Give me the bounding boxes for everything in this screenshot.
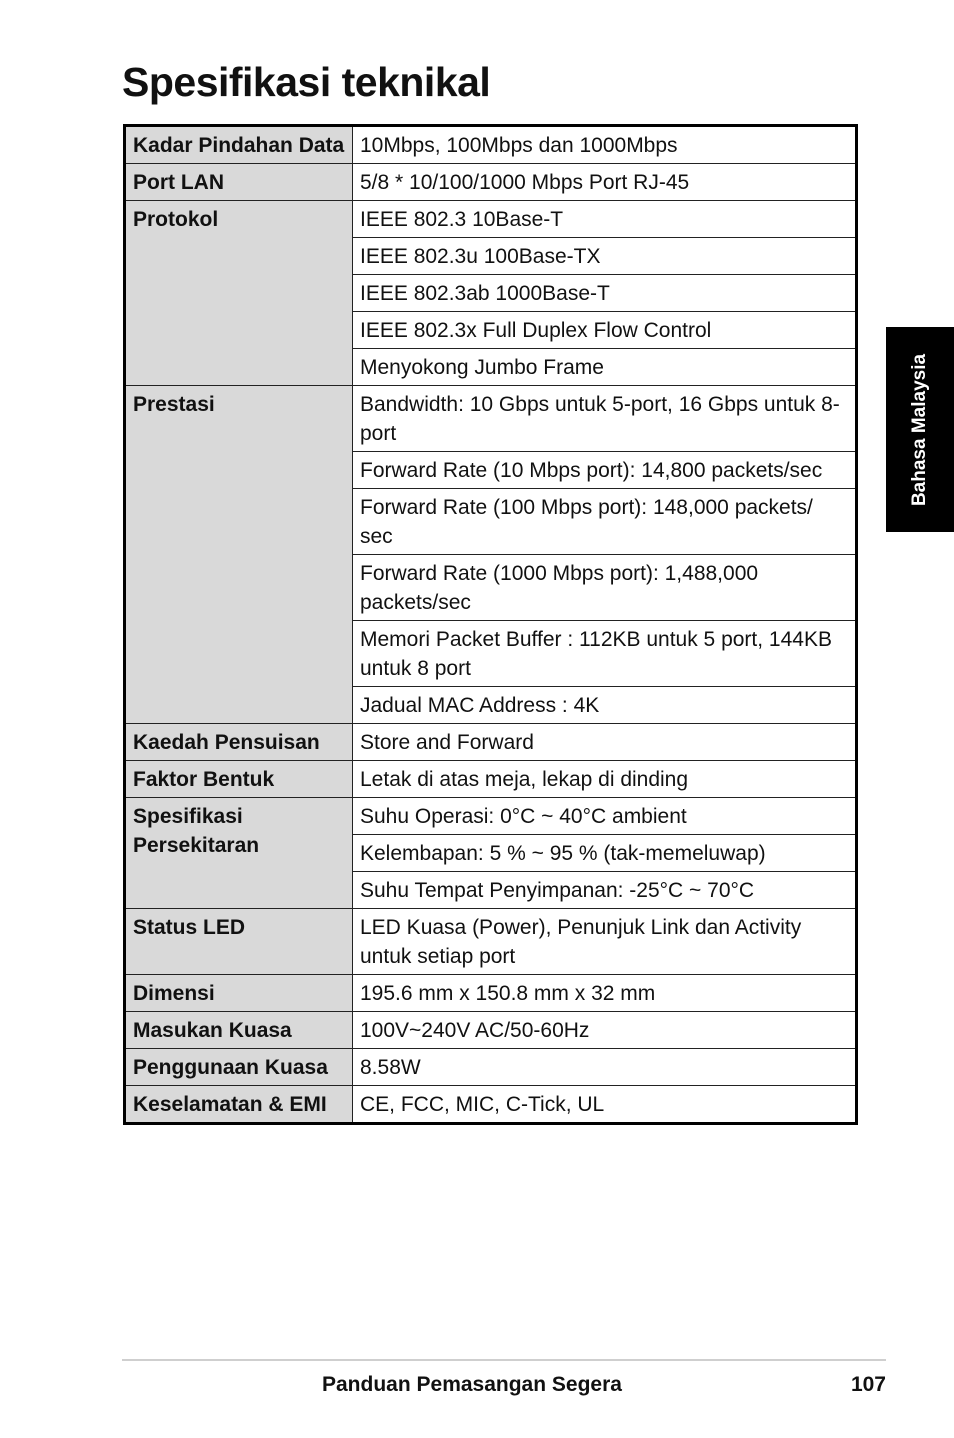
spec-label: Faktor Bentuk (125, 761, 353, 798)
spec-value: LED Kuasa (Power), Penunjuk Link dan Activity untuk setiap port (353, 909, 857, 975)
page-title: Spesifikasi teknikal (122, 59, 491, 105)
spec-value: 5/8 * 10/100/1000 Mbps Port RJ-45 (353, 164, 857, 201)
spec-label: Port LAN (125, 164, 353, 201)
spec-value: Forward Rate (1000 Mbps port): 1,488,000 packets/sec (353, 555, 857, 621)
spec-value: 10Mbps, 100Mbps dan 1000Mbps (353, 126, 857, 164)
spec-row (125, 164, 857, 201)
spec-label: Penggunaan Kuasa (125, 1049, 353, 1086)
spec-value: Kelembapan: 5 % ~ 95 % (tak-memeluwap) (353, 835, 857, 872)
spec-value: Jadual MAC Address : 4K (353, 687, 857, 724)
footer-divider (122, 1359, 886, 1361)
spec-row (125, 798, 857, 835)
spec-value: IEEE 802.3ab 1000Base-T (353, 275, 857, 312)
spec-value: Letak di atas meja, lekap di dinding (353, 761, 857, 798)
spec-row (125, 1086, 857, 1124)
spec-label: Spesifikasi Persekitaran (125, 798, 353, 909)
spec-label: Prestasi (125, 386, 353, 724)
spec-table (123, 124, 858, 1125)
spec-value: 100V~240V AC/50-60Hz (353, 1012, 857, 1049)
spec-value: 195.6 mm x 150.8 mm x 32 mm (353, 975, 857, 1012)
spec-row (125, 201, 857, 238)
spec-value: Suhu Tempat Penyimpanan: -25°C ~ 70°C (353, 872, 857, 909)
spec-label: Kadar Pindahan Data (125, 126, 353, 164)
spec-row (125, 909, 857, 975)
footer-title: Panduan Pemasangan Segera (322, 1373, 622, 1396)
spec-value: IEEE 802.3u 100Base-TX (353, 238, 857, 275)
spec-value: IEEE 802.3 10Base-T (353, 201, 857, 238)
spec-value: IEEE 802.3x Full Duplex Flow Control (353, 312, 857, 349)
page-number: 107 (850, 1373, 886, 1396)
spec-value: Memori Packet Buffer : 112KB untuk 5 port, 144KB untuk 8 port (353, 621, 857, 687)
spec-label: Dimensi (125, 975, 353, 1012)
spec-value: 8.58W (353, 1049, 857, 1086)
spec-value: Forward Rate (100 Mbps port): 148,000 packets/ sec (353, 489, 857, 555)
spec-row (125, 1012, 857, 1049)
spec-row (125, 386, 857, 452)
spec-value: Suhu Operasi: 0°C ~ 40°C ambient (353, 798, 857, 835)
spec-row (125, 1049, 857, 1086)
spec-value: CE, FCC, MIC, C-Tick, UL (353, 1086, 857, 1124)
spec-value: Forward Rate (10 Mbps port): 14,800 packets/sec (353, 452, 857, 489)
spec-label: Kaedah Pensuisan (125, 724, 353, 761)
spec-value: Store and Forward (353, 724, 857, 761)
language-side-tab-label: Bahasa Malaysia (909, 353, 930, 506)
spec-table-body (125, 126, 857, 1124)
spec-label: Status LED (125, 909, 353, 975)
spec-row (125, 126, 857, 164)
spec-label: Masukan Kuasa (125, 1012, 353, 1049)
spec-row (125, 975, 857, 1012)
language-side-tab (886, 327, 954, 532)
spec-label: Protokol (125, 201, 353, 386)
spec-value: Bandwidth: 10 Gbps untuk 5-port, 16 Gbps untuk 8-port (353, 386, 857, 452)
spec-label: Keselamatan & EMI (125, 1086, 353, 1124)
spec-value: Menyokong Jumbo Frame (353, 349, 857, 386)
spec-row (125, 761, 857, 798)
spec-row (125, 724, 857, 761)
